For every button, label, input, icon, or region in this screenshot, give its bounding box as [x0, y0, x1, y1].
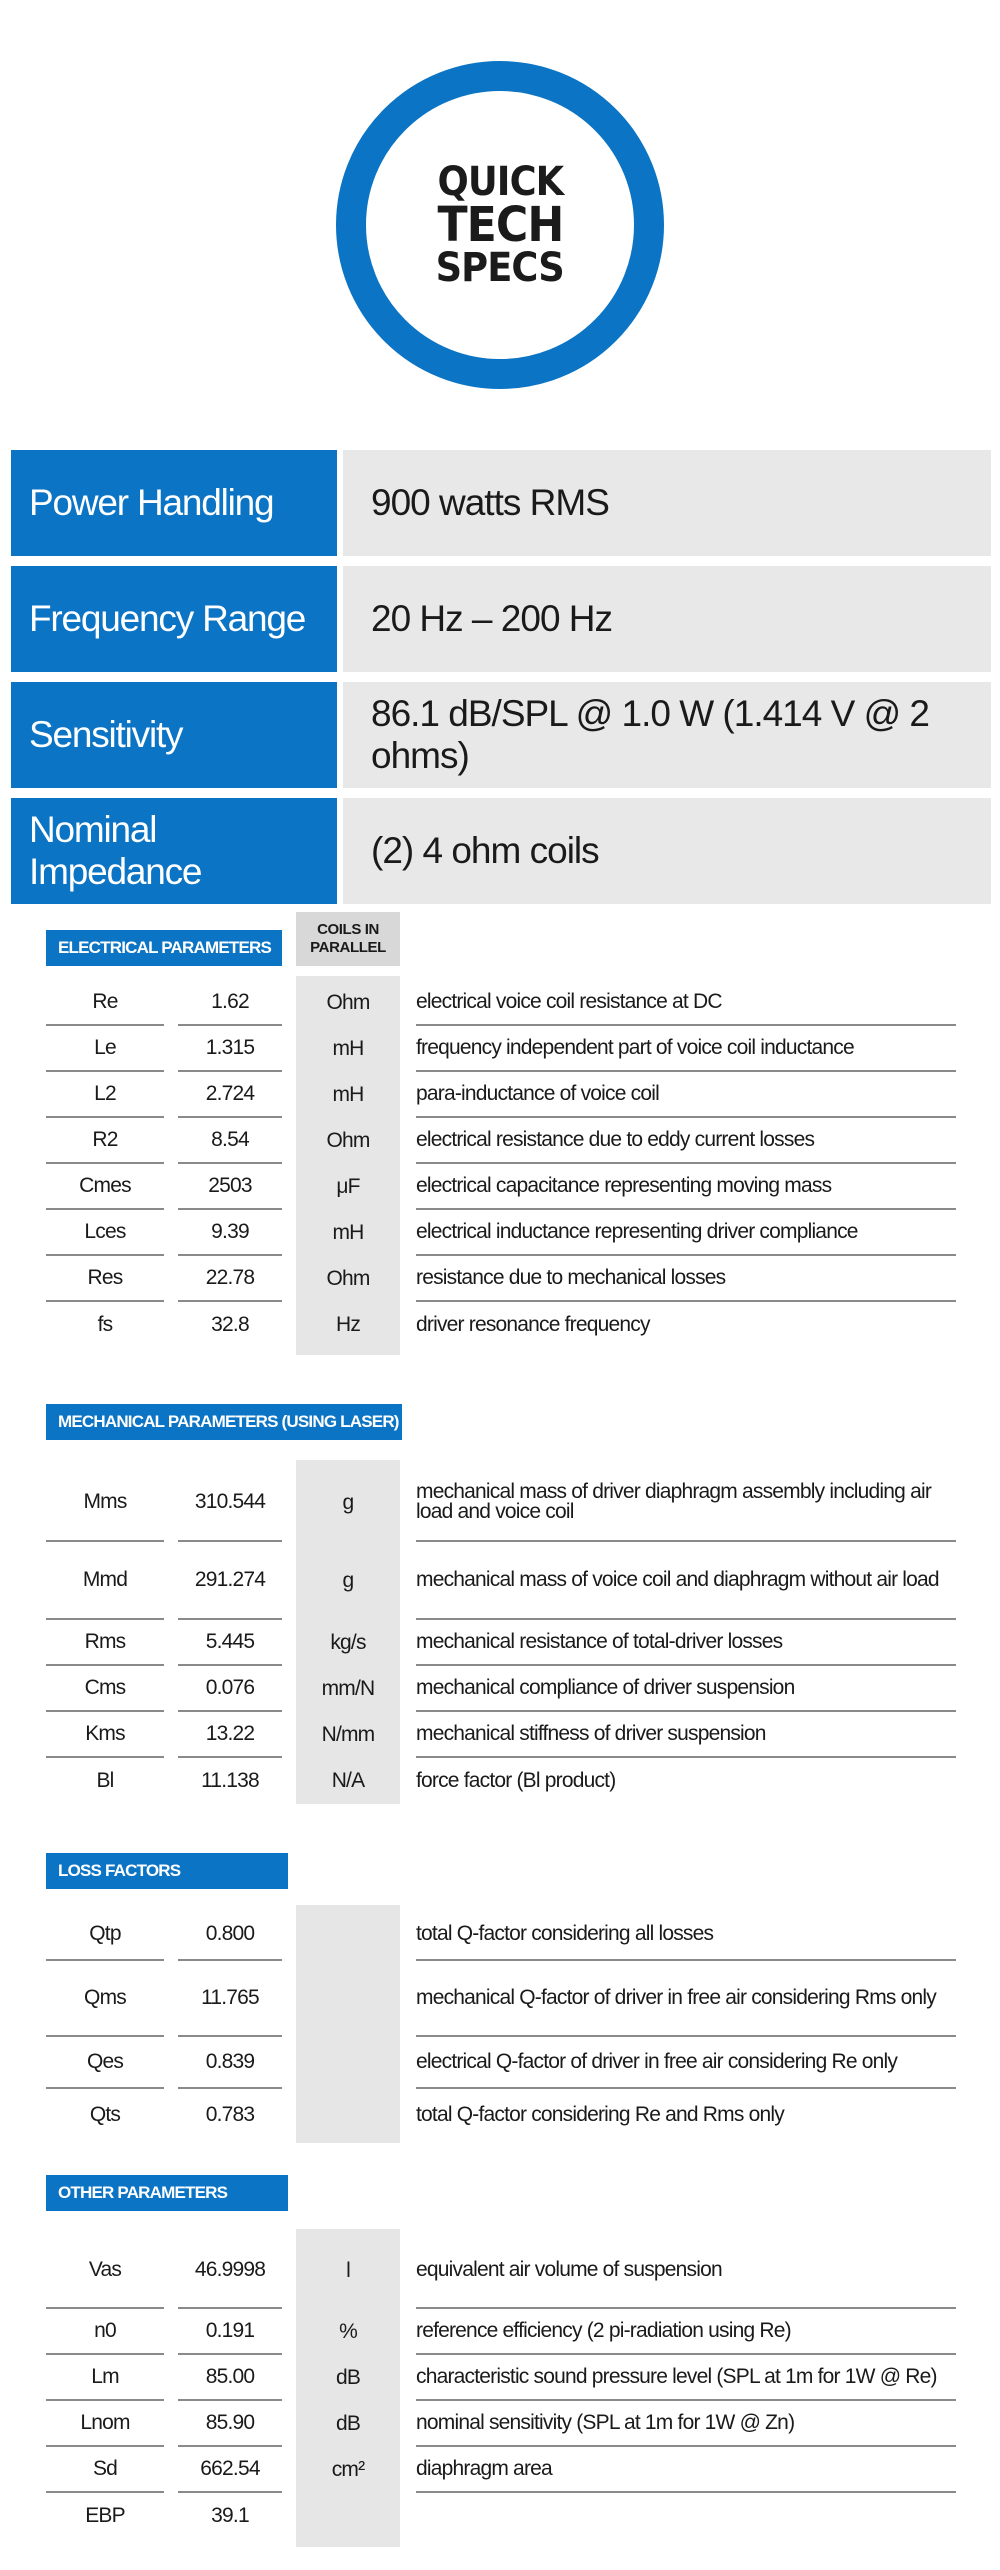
parameter-unit [296, 2493, 400, 2539]
parameter-symbol: n0 [46, 2309, 164, 2355]
parameter-value: 1.62 [178, 980, 282, 1026]
summary-label: Power Handling [11, 450, 337, 556]
summary-label: Frequency Range [11, 566, 337, 672]
parameter-description: total Q-factor considering Re and Rms only [416, 2103, 784, 2126]
summary-row-impedance [11, 798, 991, 904]
parameter-value: 291.274 [178, 1542, 282, 1620]
parameter-row [46, 1542, 956, 1620]
parameter-row [46, 1026, 956, 1072]
summary-label: Nominal Impedance [11, 798, 337, 904]
section-title: ELECTRICAL PARAMETERS [46, 930, 282, 966]
parameter-symbol: Qms [46, 1961, 164, 2037]
parameter-unit: g [342, 1491, 354, 1514]
parameter-symbol: Lm [46, 2355, 164, 2401]
parameter-symbol: Cmes [46, 1164, 164, 1210]
parameter-unit: mH [332, 1083, 364, 1106]
parameter-symbol: Qtp [46, 1909, 164, 1961]
logo-line-specs: SPECS [435, 245, 565, 291]
parameter-description: mechanical mass of voice coil and diaphragm without air load [416, 1542, 956, 1620]
parameter-symbol: Mms [46, 1464, 164, 1542]
parameter-row [46, 2089, 956, 2141]
parameter-row [46, 1758, 956, 1804]
parameter-value: 0.076 [178, 1666, 282, 1712]
parameter-description: electrical inductance representing driver compliance [416, 1210, 956, 1256]
parameter-row [46, 1909, 956, 1961]
parameter-description: electrical capacitance representing moving mass [416, 1164, 956, 1210]
parameter-row [46, 1118, 956, 1164]
parameter-row [46, 1302, 956, 1348]
parameter-description: mechanical Q-factor of driver in free air considering Rms only [416, 1961, 956, 2037]
parameter-unit: Ohm [326, 991, 370, 1014]
parameter-row [46, 1620, 956, 1666]
parameter-unit: Ohm [326, 1129, 370, 1152]
summary-table [11, 450, 991, 914]
summary-value: 20 Hz – 200 Hz [343, 566, 991, 672]
electrical-parameters-section [46, 921, 956, 1355]
parameter-symbol: R2 [46, 1118, 164, 1164]
parameter-unit [296, 1961, 400, 2037]
mechanical-parameters-section [46, 1404, 956, 1804]
coils-header-line: COILS IN [317, 921, 379, 938]
parameter-value: 9.39 [178, 1210, 282, 1256]
parameter-symbol: Mmd [46, 1542, 164, 1620]
parameter-unit: % [339, 2320, 357, 2343]
parameter-row [46, 2401, 956, 2447]
parameter-row [46, 980, 956, 1026]
parameter-symbol: Qes [46, 2037, 164, 2089]
parameter-symbol: Re [46, 980, 164, 1026]
parameter-unit [296, 2037, 400, 2089]
parameter-row [46, 2233, 956, 2309]
parameter-symbol: Lces [46, 1210, 164, 1256]
summary-value: 900 watts RMS [343, 450, 991, 556]
parameter-unit: Hz [335, 1313, 361, 1336]
summary-value: 86.1 dB/SPL @ 1.0 W (1.414 V @ 2 ohms) [343, 682, 991, 788]
parameter-unit: N/A [331, 1769, 365, 1792]
parameter-symbol: Vas [46, 2233, 164, 2309]
parameter-unit: mH [332, 1221, 364, 1244]
parameter-unit: mH [332, 1037, 364, 1060]
parameter-unit: μF [336, 1175, 360, 1198]
parameter-description: mechanical stiffness of driver suspension [416, 1712, 956, 1758]
parameter-description: diaphragm area [416, 2447, 956, 2493]
parameter-unit [296, 1909, 400, 1961]
parameter-unit: g [342, 1569, 354, 1592]
parameter-description: reference efficiency (2 pi-radiation using Re) [416, 2309, 956, 2355]
parameter-description [416, 2493, 956, 2539]
parameter-unit: dB [335, 2412, 361, 2435]
parameter-description: mechanical resistance of total-driver losses [416, 1620, 956, 1666]
parameter-row [46, 2447, 956, 2493]
parameter-description: mechanical mass of driver diaphragm assembly including air load and voice coil [416, 1464, 956, 1542]
parameter-row [46, 1464, 956, 1542]
parameter-description: electrical resistance due to eddy current losses [416, 1118, 956, 1164]
quick-tech-specs-logo [0, 0, 1000, 420]
parameter-description: para-inductance of voice coil [416, 1072, 956, 1118]
coils-in-parallel-header [296, 912, 400, 966]
parameter-row [46, 2355, 956, 2401]
parameter-value: 85.00 [178, 2355, 282, 2401]
parameter-description: electrical voice coil resistance at DC [416, 980, 956, 1026]
parameter-symbol: L2 [46, 1072, 164, 1118]
parameter-description: driver resonance frequency [416, 1313, 650, 1336]
parameter-description: force factor (Bl product) [416, 1769, 616, 1792]
parameter-description: equivalent air volume of suspension [416, 2233, 956, 2309]
summary-label: Sensitivity [11, 682, 337, 788]
parameter-description: electrical Q-factor of driver in free air considering Re only [416, 2037, 956, 2089]
parameter-value: 1.315 [178, 1026, 282, 1072]
parameter-description: characteristic sound pressure level (SPL at 1m for 1W @ Re) [416, 2355, 956, 2401]
parameter-value: 662.54 [178, 2447, 282, 2493]
parameter-row [46, 1712, 956, 1758]
parameter-symbol: Sd [46, 2447, 164, 2493]
parameter-value: 0.800 [178, 1909, 282, 1961]
parameter-value: 0.191 [178, 2309, 282, 2355]
parameter-symbol: Le [46, 1026, 164, 1072]
parameter-symbol: Lnom [46, 2401, 164, 2447]
parameter-value: 8.54 [178, 1118, 282, 1164]
parameter-value: 46.9998 [178, 2233, 282, 2309]
parameter-symbol: Cms [46, 1666, 164, 1712]
parameter-symbol: Res [46, 1256, 164, 1302]
parameter-symbol: Rms [46, 1620, 164, 1666]
logo-ring [336, 61, 664, 389]
parameter-row [46, 2493, 956, 2539]
parameter-description: total Q-factor considering all losses [416, 1909, 956, 1961]
logo-line-tech: TECH [437, 197, 563, 253]
parameter-unit: l [346, 2259, 350, 2282]
parameter-value: 310.544 [178, 1464, 282, 1542]
parameter-description: mechanical compliance of driver suspension [416, 1666, 956, 1712]
parameter-unit: Ohm [326, 1267, 370, 1290]
parameter-symbol: Qts [89, 2103, 121, 2126]
parameter-description: nominal sensitivity (SPL at 1m for 1W @ Zn) [416, 2401, 956, 2447]
parameter-value: 11.138 [201, 1769, 259, 1792]
parameter-unit: N/mm [321, 1723, 375, 1746]
parameter-value: 2503 [178, 1164, 282, 1210]
parameter-description: resistance due to mechanical losses [416, 1256, 956, 1302]
section-title: MECHANICAL PARAMETERS (USING LASER) [46, 1404, 402, 1440]
parameter-symbol: Kms [46, 1712, 164, 1758]
summary-value: (2) 4 ohm coils [343, 798, 991, 904]
parameter-symbol: fs [97, 1313, 113, 1336]
parameter-value: 22.78 [178, 1256, 282, 1302]
parameter-value: 0.783 [205, 2103, 255, 2126]
parameter-unit: kg/s [330, 1631, 366, 1654]
parameter-symbol: EBP [85, 2504, 125, 2527]
loss-factors-section [46, 1853, 956, 2143]
logo-line-quick: QUICK [437, 159, 563, 205]
parameter-value: 32.8 [211, 1313, 249, 1336]
parameter-row [46, 1072, 956, 1118]
section-title: OTHER PARAMETERS [46, 2175, 288, 2211]
parameter-row [46, 1256, 956, 1302]
parameter-value: 0.839 [178, 2037, 282, 2089]
parameter-value: 13.22 [178, 1712, 282, 1758]
parameter-row [46, 1164, 956, 1210]
parameter-row [46, 1666, 956, 1712]
parameter-value: 5.445 [178, 1620, 282, 1666]
other-parameters-section [46, 2175, 956, 2547]
section-title: LOSS FACTORS [46, 1853, 288, 1889]
parameter-unit: cm² [331, 2458, 365, 2481]
summary-row-sensitivity [11, 682, 991, 788]
parameter-description: frequency independent part of voice coil inductance [416, 1026, 956, 1072]
parameter-row [46, 2309, 956, 2355]
parameter-unit [296, 2089, 400, 2141]
coils-header-line: PARALLEL [310, 939, 386, 956]
parameter-unit: mm/N [321, 1677, 375, 1700]
parameter-value: 39.1 [211, 2504, 249, 2527]
summary-row-power [11, 450, 991, 556]
parameter-row [46, 2037, 956, 2089]
parameter-value: 11.765 [178, 1961, 282, 2037]
parameter-row [46, 1961, 956, 2037]
parameter-symbol: Bl [96, 1769, 114, 1792]
parameter-value: 85.90 [178, 2401, 282, 2447]
parameter-unit: dB [335, 2366, 361, 2389]
parameter-row [46, 1210, 956, 1256]
summary-row-frequency [11, 566, 991, 672]
parameter-value: 2.724 [178, 1072, 282, 1118]
